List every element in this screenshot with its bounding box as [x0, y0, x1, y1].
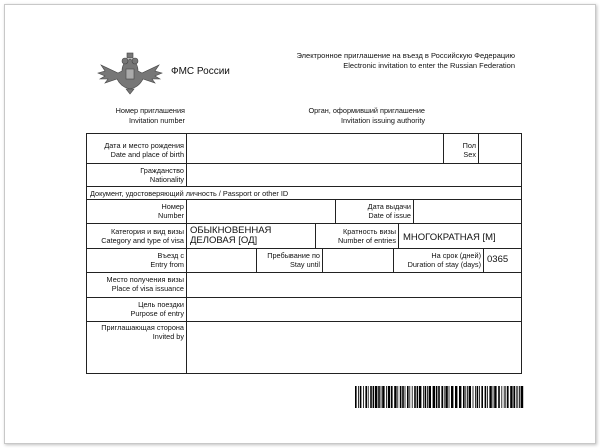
barcode — [355, 386, 524, 408]
invitation-sheet — [4, 4, 596, 444]
issuing-authority-caption — [295, 106, 425, 125]
inv-en: Invitation number — [129, 115, 185, 125]
document-title — [297, 51, 516, 71]
entry-from-label — [89, 251, 184, 269]
stay-ru: Пребывание по — [267, 251, 320, 260]
stay-en: Stay until — [289, 260, 320, 269]
invited-by-label — [89, 323, 184, 341]
inviter-ru: Приглашающая сторона — [101, 323, 184, 332]
sex-ru: Пол — [462, 141, 476, 150]
entries-ru: Кратность визы — [343, 227, 396, 236]
visa-cat-en: Category and type of visa — [101, 236, 184, 245]
purpose-label — [89, 300, 184, 318]
place-en: Place of visa issuance — [111, 284, 184, 293]
entries-label — [317, 227, 396, 245]
purpose-ru: Цель поездки — [138, 300, 184, 309]
number-label — [89, 202, 184, 220]
citizenship-ru: Гражданство — [140, 166, 184, 175]
duration-label — [395, 251, 481, 269]
visa-category-value: ОБЫКНОВЕННАЯ ДЕЛОВАЯ [ОД] — [190, 225, 272, 246]
auth-en: Invitation issuing authority — [341, 115, 425, 125]
title-ru: Электронное приглашение на въезд в Российскую Федерацию — [296, 51, 515, 60]
title-en: Electronic invitation to enter the Russian Federation — [343, 61, 515, 70]
double-headed-eagle-icon — [95, 51, 165, 95]
issue-en: Date of issue — [368, 211, 411, 220]
issue-ru: Дата выдачи — [367, 202, 411, 211]
dob-ru: Дата и место рождения — [104, 141, 184, 150]
agency-name: ФМС России — [171, 66, 230, 77]
invitation-number-caption — [85, 106, 185, 125]
stay-until-label — [258, 251, 320, 269]
dob-en: Date and place of birth — [110, 150, 184, 159]
inv-ru: Номер приглашения — [115, 106, 185, 115]
duration-en: Duration of stay (days) — [407, 260, 481, 269]
id-document-label: Документ, удостоверяющий личность / Passport or other ID — [90, 189, 289, 198]
sex-label — [445, 141, 476, 159]
dob-label — [89, 141, 184, 159]
inviter-en: Invited by — [152, 332, 184, 341]
issue-date-label — [337, 202, 411, 220]
place-ru: Место получения визы — [106, 275, 184, 284]
duration-ru: На срок (дней) — [431, 251, 481, 260]
entries-value: МНОГОКРАТНАЯ [М] — [403, 232, 496, 243]
entry-en: Entry from — [150, 260, 184, 269]
sex-en: Sex — [463, 150, 476, 159]
visa-cat-ru: Категория и вид визы — [110, 227, 184, 236]
place-of-issuance-label — [89, 275, 184, 293]
duration-value: 0365 — [487, 254, 509, 265]
citizenship-label — [89, 166, 184, 184]
visa-category-label — [89, 227, 184, 245]
auth-ru: Орган, оформивший приглашение — [308, 106, 425, 115]
citizenship-en: Nationality — [149, 175, 184, 184]
purpose-en: Purpose of entry — [130, 309, 184, 318]
entries-en: Number of entries — [338, 236, 396, 245]
entry-ru: Въезд с — [157, 251, 184, 260]
number-ru: Номер — [161, 202, 184, 211]
number-en: Number — [158, 211, 184, 220]
invitation-form-table — [86, 133, 522, 374]
